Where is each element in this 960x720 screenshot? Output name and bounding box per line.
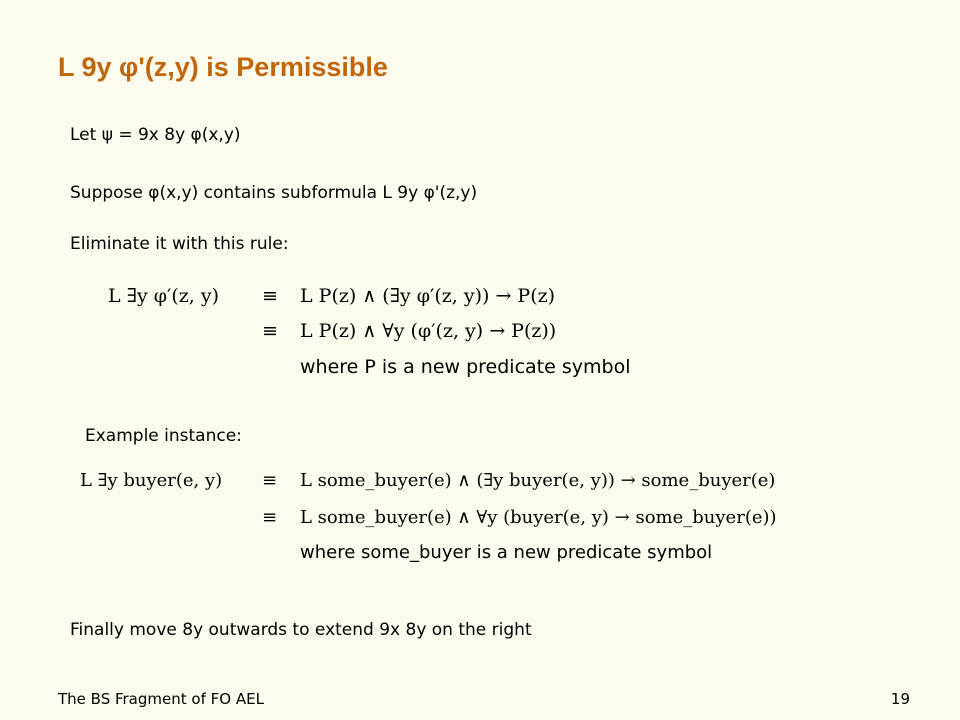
example-where: where some_buyer is a new predicate symbol [300,542,713,563]
rule-rhs-1: L P(z) ∧ (∃y φ′(z, y)) → P(z) [300,285,556,307]
rule-equiv-1: ≡ [262,285,278,307]
rule-equiv-2: ≡ [262,320,278,342]
example-lhs: L ∃y buyer(e, y) [80,470,223,491]
rule-lhs: L ∃y φ′(z, y) [108,285,220,307]
rule-where: where P is a new predicate symbol [300,356,631,378]
eliminate-line: Eliminate it with this rule: [70,234,289,254]
suppose-line: Suppose φ(x,y) contains subformula L 9y φ'(z,y) [70,183,478,203]
rule-rhs-2: L P(z) ∧ ∀y (φ′(z, y) → P(z)) [300,320,557,342]
page-number: 19 [890,690,910,708]
final-line: Finally move 8y outwards to extend 9x 8y on the right [70,620,532,640]
footer-title: The BS Fragment of FO AEL [58,690,264,708]
example-equiv-1: ≡ [262,470,278,491]
example-label: Example instance: [85,426,242,446]
example-rhs-1: L some_buyer(e) ∧ (∃y buyer(e, y)) → some_buyer(e) [300,470,776,491]
slide-title: L 9y φ'(z,y) is Permissible [58,52,388,82]
example-equiv-2: ≡ [262,507,278,528]
let-line: Let ψ = 9x 8y φ(x,y) [70,125,241,145]
example-rhs-2: L some_buyer(e) ∧ ∀y (buyer(e, y) → some_buyer(e)) [300,507,777,528]
